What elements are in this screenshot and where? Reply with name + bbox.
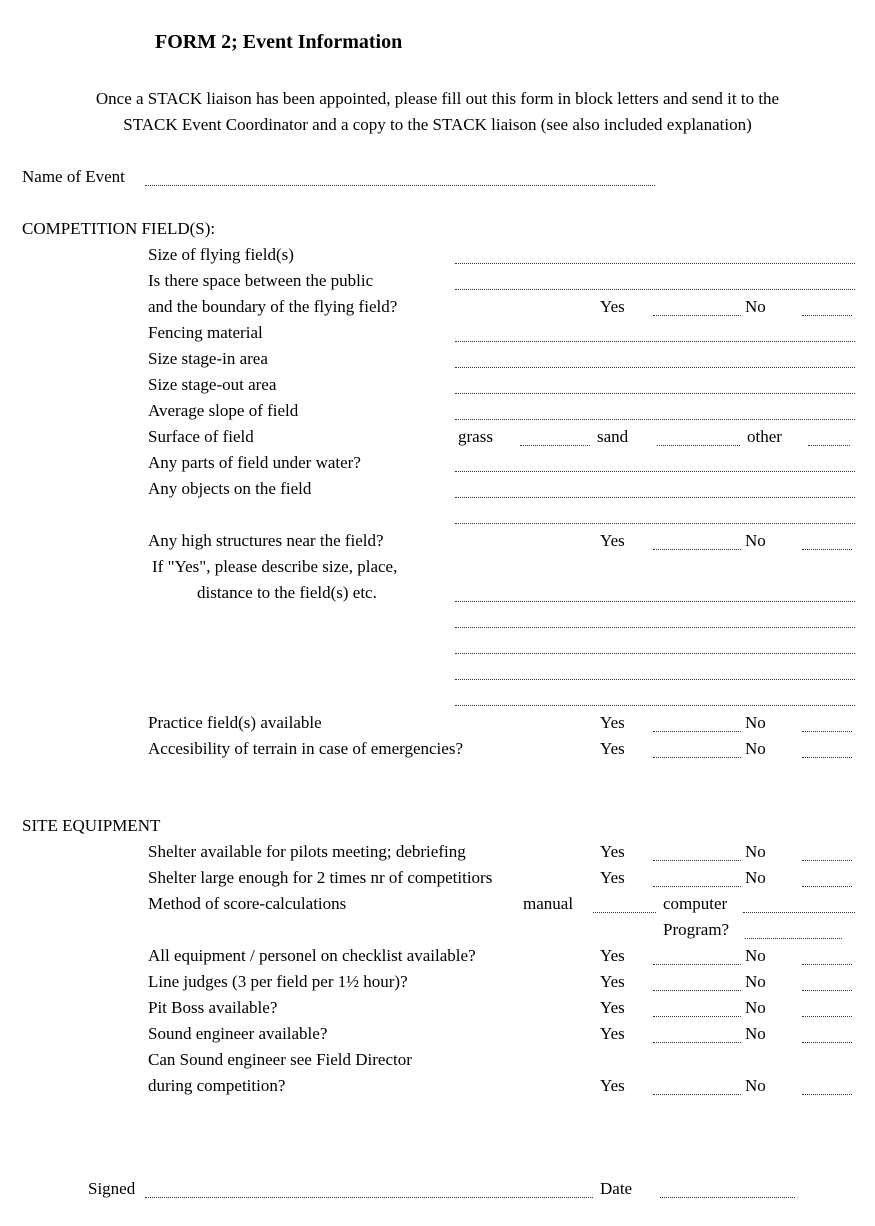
row-fencing-material	[0, 320, 875, 346]
equipment-checklist-no-input[interactable]	[802, 964, 852, 965]
no-label: No	[745, 297, 766, 316]
manual-label: manual	[523, 894, 574, 913]
computer-label: computer	[663, 894, 728, 913]
site-equipment-rows	[0, 839, 875, 1099]
describe-structures-input-3[interactable]	[455, 653, 855, 654]
program-input[interactable]	[745, 938, 842, 939]
row-average-slope	[0, 398, 875, 424]
field-label: Size stage-out area	[148, 375, 277, 394]
row-practice-fields	[0, 710, 875, 736]
high-structures-no-input[interactable]	[802, 549, 852, 550]
describe-structures-input-2[interactable]	[455, 627, 855, 628]
other-label: other	[747, 427, 782, 446]
yes-label: Yes	[600, 842, 625, 861]
surface-other-input[interactable]	[808, 445, 850, 446]
field-label: Accesibility of terrain in case of emergencies?	[148, 739, 463, 758]
describe-structures-input-5[interactable]	[455, 705, 855, 706]
field-label: Any parts of field under water?	[148, 453, 361, 472]
field-label: Surface of field	[148, 427, 254, 446]
field-label: All equipment / personel on checklist available?	[148, 946, 476, 965]
field-label: Sound engineer available?	[148, 1024, 328, 1043]
yes-label: Yes	[600, 998, 625, 1017]
date-input[interactable]	[660, 1197, 795, 1198]
row-shelter-size	[0, 865, 875, 891]
competition-section-heading: COMPETITION FIELD(S):	[22, 219, 216, 238]
objects-on-field-extra-input[interactable]	[455, 523, 855, 524]
name-of-event-row	[0, 164, 875, 190]
row-space-public	[0, 268, 875, 294]
score-manual-input[interactable]	[593, 912, 656, 913]
row-sound-engineer	[0, 1021, 875, 1047]
signature-row	[0, 1176, 875, 1202]
no-label: No	[745, 739, 766, 758]
yes-label: Yes	[600, 868, 625, 887]
sound-engineer-yes-input[interactable]	[653, 1042, 741, 1043]
describe-structures-input-4[interactable]	[455, 679, 855, 680]
accessibility-no-input[interactable]	[802, 757, 852, 758]
yes-label: Yes	[600, 972, 625, 991]
no-label: No	[745, 868, 766, 887]
no-label: No	[745, 531, 766, 550]
field-label: distance to the field(s) etc.	[197, 583, 377, 602]
yes-label: Yes	[600, 739, 625, 758]
accessibility-yes-input[interactable]	[653, 757, 741, 758]
field-label: Practice field(s) available	[148, 713, 322, 732]
shelter-size-yes-input[interactable]	[653, 886, 741, 887]
field-label: Average slope of field	[148, 401, 299, 420]
row-program	[0, 917, 875, 943]
field-label: Size of flying field(s)	[148, 245, 294, 264]
row-describe-blank	[0, 658, 875, 684]
space-public-input[interactable]	[455, 289, 855, 290]
field-label: Line judges (3 per field per 1½ hour)?	[148, 972, 408, 991]
equipment-checklist-yes-input[interactable]	[653, 964, 741, 965]
field-label: Fencing material	[148, 323, 263, 342]
yes-label: Yes	[600, 531, 625, 550]
no-label: No	[745, 972, 766, 991]
no-label: No	[745, 946, 766, 965]
row-objects-on-field	[0, 476, 875, 502]
field-label: Is there space between the public	[148, 271, 374, 290]
row-stage-out	[0, 372, 875, 398]
stage-in-input[interactable]	[455, 367, 855, 368]
boundary-no-input[interactable]	[802, 315, 852, 316]
row-during-competition	[0, 1073, 875, 1099]
row-describe-blank	[0, 684, 875, 710]
sound-engineer-no-input[interactable]	[802, 1042, 852, 1043]
row-sound-sees-fd	[0, 1047, 875, 1073]
row-equipment-checklist	[0, 943, 875, 969]
line-judges-yes-input[interactable]	[653, 990, 741, 991]
shelter-meeting-no-input[interactable]	[802, 860, 852, 861]
page-title: FORM 2; Event Information	[155, 31, 403, 53]
no-label: No	[745, 713, 766, 732]
yes-label: Yes	[600, 1076, 625, 1095]
signed-label: Signed	[88, 1179, 136, 1198]
intro-line-2: STACK Event Coordinator and a copy to the STACK liaison (see also included explanation)	[123, 115, 752, 134]
describe-structures-input-1[interactable]	[455, 601, 855, 602]
pit-boss-no-input[interactable]	[802, 1016, 852, 1017]
row-if-yes-describe	[0, 554, 875, 580]
row-distance-to-field	[0, 580, 875, 606]
practice-fields-no-input[interactable]	[802, 731, 852, 732]
field-label: Any high structures near the field?	[148, 531, 384, 550]
yes-label: Yes	[600, 713, 625, 732]
row-size-flying-field	[0, 242, 875, 268]
field-label: Any objects on the field	[148, 479, 312, 498]
row-score-method	[0, 891, 875, 917]
line-judges-no-input[interactable]	[802, 990, 852, 991]
objects-on-field-input[interactable]	[455, 497, 855, 498]
row-describe-blank	[0, 606, 875, 632]
field-label: Size stage-in area	[148, 349, 268, 368]
shelter-meeting-yes-input[interactable]	[653, 860, 741, 861]
row-describe-blank	[0, 632, 875, 658]
no-label: No	[745, 1076, 766, 1095]
high-structures-yes-input[interactable]	[653, 549, 741, 550]
field-label: Shelter large enough for 2 times nr of competitiors	[148, 868, 493, 887]
size-flying-field-input[interactable]	[455, 263, 855, 264]
field-label: and the boundary of the flying field?	[148, 297, 398, 316]
grass-label: grass	[458, 427, 493, 446]
field-label: Shelter available for pilots meeting; debriefing	[148, 842, 466, 861]
row-stage-in	[0, 346, 875, 372]
row-boundary-yesno	[0, 294, 875, 320]
row-line-judges	[0, 969, 875, 995]
fencing-material-input[interactable]	[455, 341, 855, 342]
intro-line-1: Once a STACK liaison has been appointed, please fill out this form in block letters and send it to the	[95, 89, 780, 108]
no-label: No	[745, 998, 766, 1017]
field-label: Pit Boss available?	[148, 998, 278, 1017]
date-label: Date	[600, 1179, 633, 1198]
competition-rows	[0, 242, 875, 762]
row-pit-boss	[0, 995, 875, 1021]
under-water-input[interactable]	[455, 471, 855, 472]
intro-paragraph	[0, 86, 875, 138]
signed-input[interactable]	[145, 1197, 593, 1198]
row-under-water	[0, 450, 875, 476]
sand-label: sand	[597, 427, 629, 446]
sound-sees-fd-yes-input[interactable]	[653, 1094, 741, 1095]
yes-label: Yes	[600, 297, 625, 316]
average-slope-input[interactable]	[455, 419, 855, 420]
row-high-structures	[0, 528, 875, 554]
row-accessibility	[0, 736, 875, 762]
no-label: No	[745, 842, 766, 861]
row-surface-of-field	[0, 424, 875, 450]
sound-sees-fd-no-input[interactable]	[802, 1094, 852, 1095]
site-equipment-section-heading: SITE EQUIPMENT	[22, 816, 161, 835]
surface-grass-input[interactable]	[520, 445, 590, 446]
practice-fields-yes-input[interactable]	[653, 731, 741, 732]
yes-label: Yes	[600, 1024, 625, 1043]
yes-label: Yes	[600, 946, 625, 965]
field-label: Method of score-calculations	[148, 894, 347, 913]
field-label: during competition?	[148, 1076, 286, 1095]
field-label: Can Sound engineer see Field Director	[148, 1050, 412, 1069]
name-of-event-label: Name of Event	[22, 167, 125, 186]
row-objects-extra-line	[0, 502, 875, 528]
row-shelter-meeting	[0, 839, 875, 865]
field-label: If "Yes", please describe size, place,	[152, 557, 398, 576]
no-label: No	[745, 1024, 766, 1043]
score-computer-input[interactable]	[743, 912, 855, 913]
stage-out-input[interactable]	[455, 393, 855, 394]
pit-boss-yes-input[interactable]	[653, 1016, 741, 1017]
surface-sand-input[interactable]	[657, 445, 740, 446]
event-name-input[interactable]	[145, 185, 655, 186]
program-label: Program?	[663, 920, 730, 939]
boundary-yes-input[interactable]	[653, 315, 741, 316]
shelter-size-no-input[interactable]	[802, 886, 852, 887]
